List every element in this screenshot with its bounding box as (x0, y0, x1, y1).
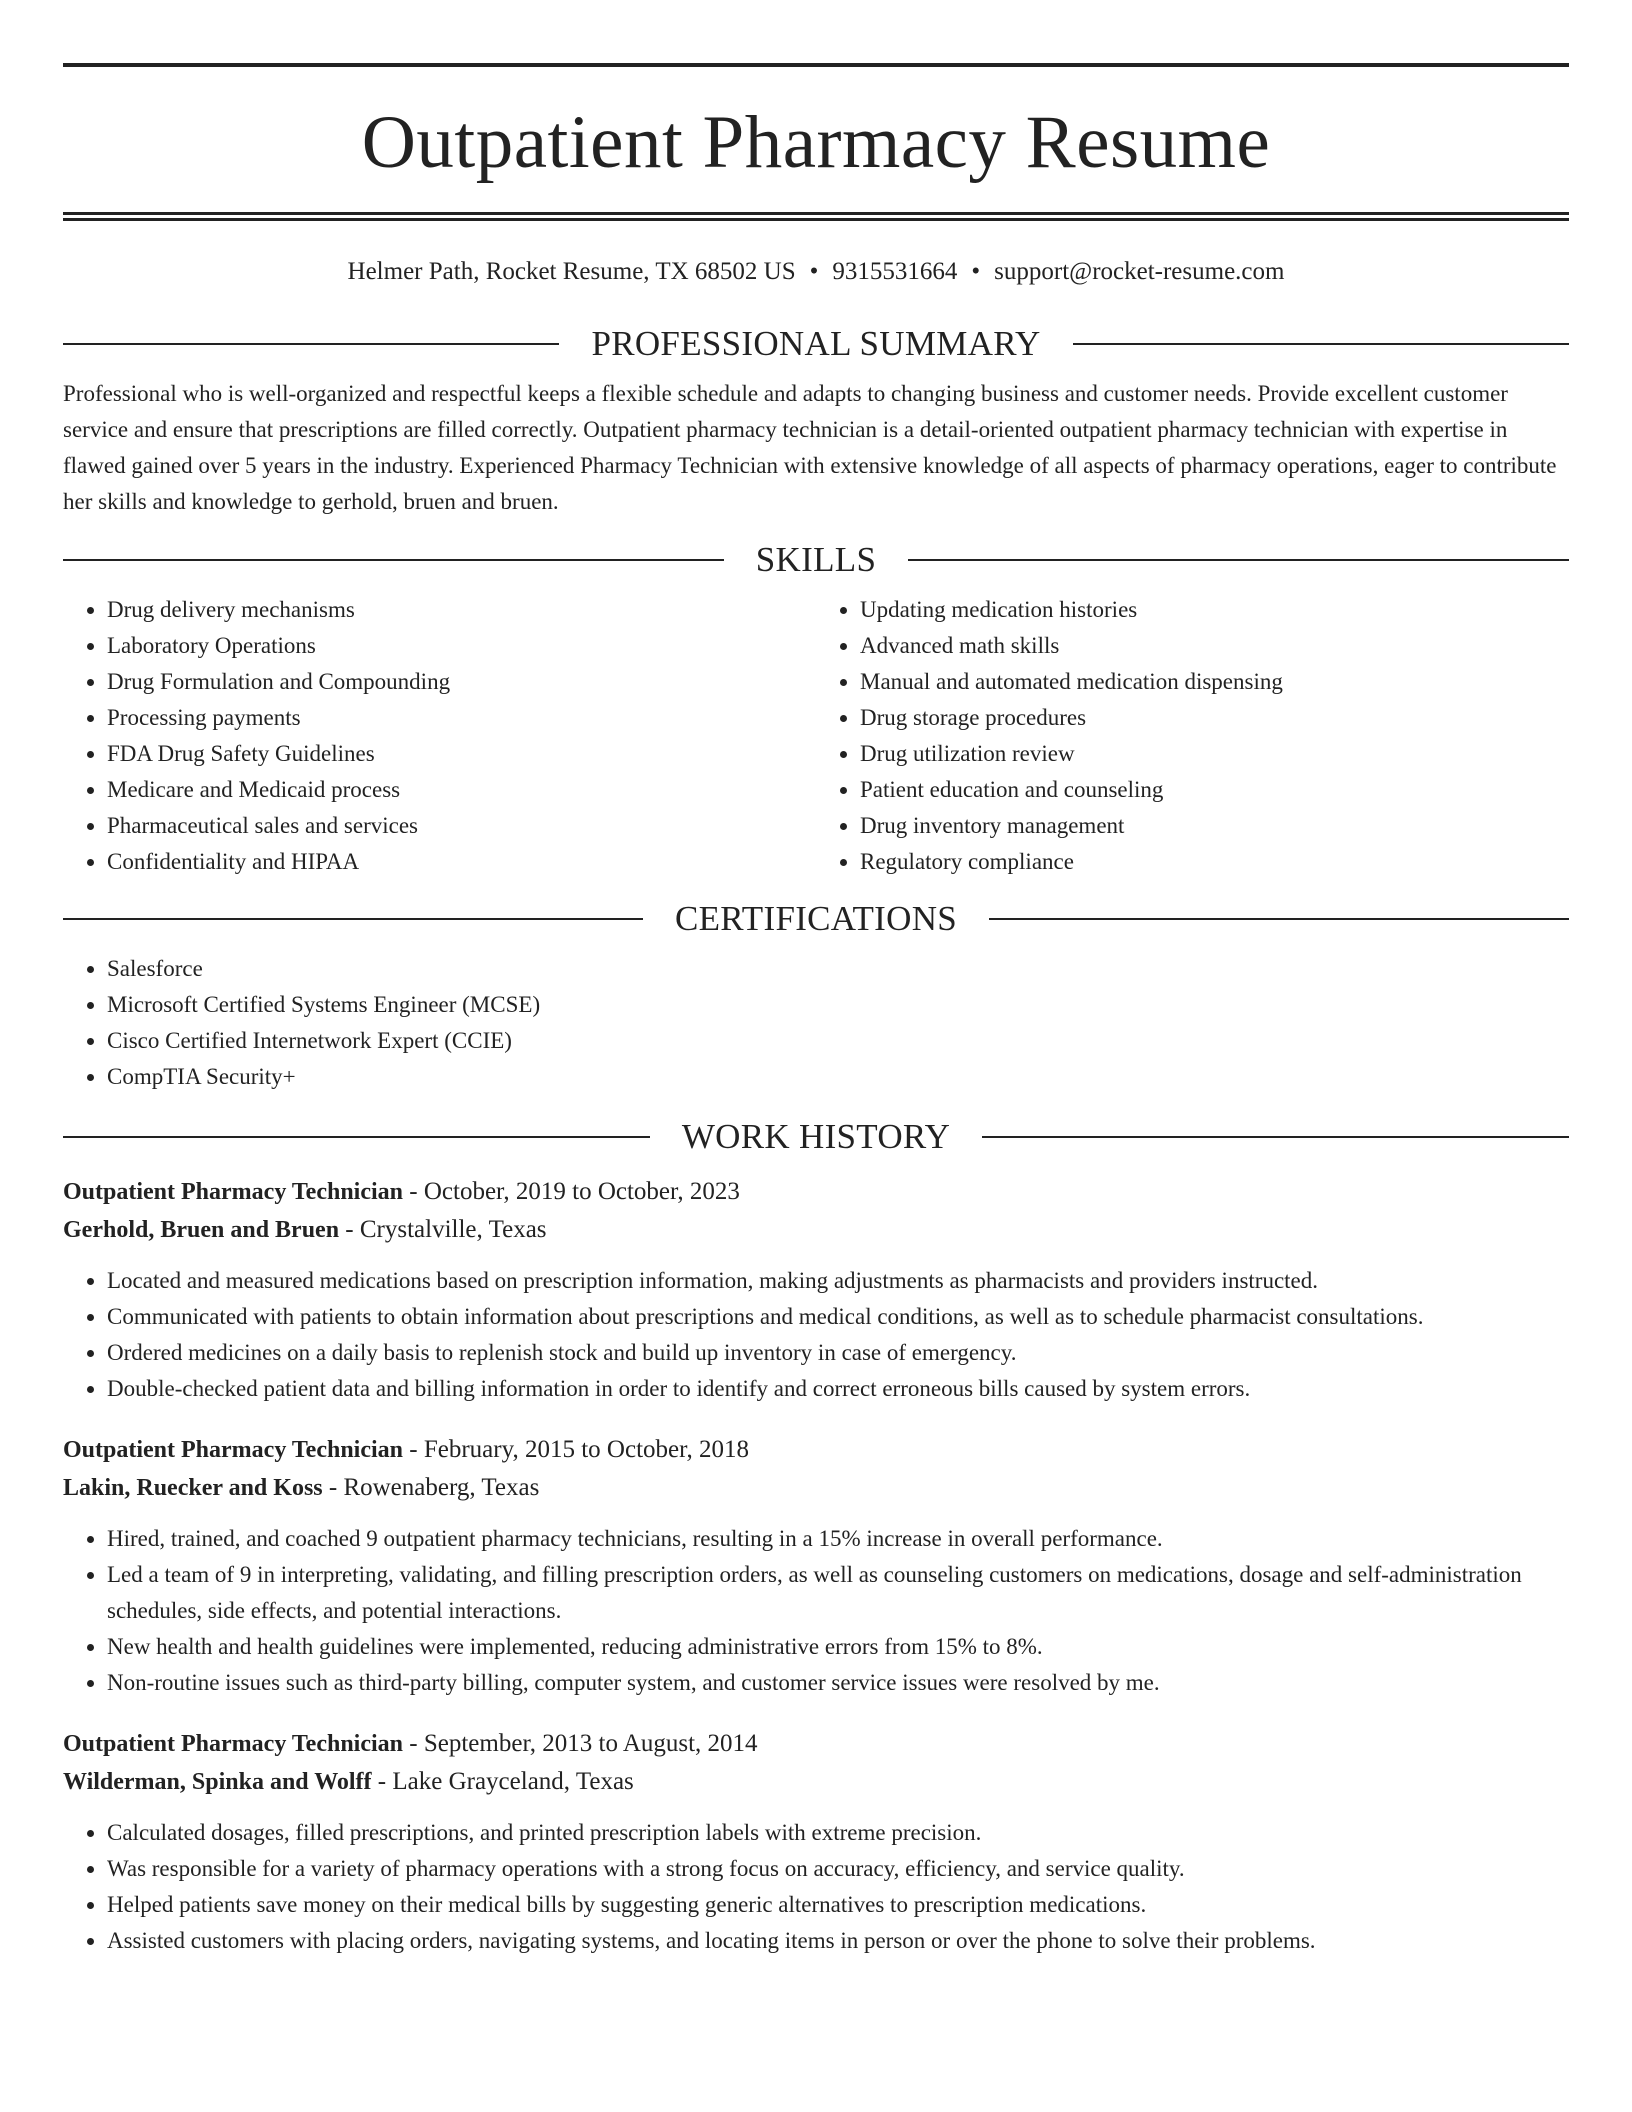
contact-separator: • (809, 258, 819, 285)
job-title-line (63, 1173, 1569, 1211)
list-item: • CompTIA Security+ (107, 1059, 1569, 1095)
list-item: • Cisco Certified Internetwork Expert (CCIE) (107, 1023, 1569, 1059)
list-item: • New health and health guidelines were implemented, reducing administrative errors from 15% to 8%. (107, 1629, 1569, 1665)
job-title: Outpatient Pharmacy Technician (63, 1731, 404, 1757)
work-heading: WORK HISTORY (681, 1117, 951, 1156)
header-rule (63, 1136, 650, 1138)
list-item: • Ordered medicines on a daily basis to replenish stock and build up inventory in case of emergency. (107, 1335, 1569, 1371)
list-item: • Helped patients save money on their medical bills by suggesting generic alternatives to prescription medications. (107, 1887, 1569, 1923)
contact-separator: • (971, 258, 981, 285)
list-item: • Regulatory compliance (860, 844, 1569, 880)
summary-text: Professional who is well-organized and respectful keeps a flexible schedule and adapts to changing business and customer needs. Provide excellent customer service and ensure that prescriptions are filled correctly. Outpatient pharmacy technician is a detail-oriented outpatient pharmacy technician with expertise in flawed gained over 5 years in the industry. Experienced Pharmacy Technician with extensive knowledge of all aspects of pharmacy operations, eager to contribute her skills and knowledge to gerhold, bruen and bruen. (63, 381, 1557, 514)
job-dates: - September, 2013 to August, 2014 (403, 1730, 758, 1757)
work-history (63, 1173, 1569, 1959)
job-company: Wilderman, Spinka and Wolff (63, 1769, 372, 1795)
certifications-heading: CERTIFICATIONS (674, 899, 958, 938)
list-item: • FDA Drug Safety Guidelines (107, 736, 816, 772)
top-rule (63, 63, 1569, 67)
job-entry (63, 1725, 1569, 1959)
list-item: • Assisted customers with placing orders, navigating systems, and locating items in person or over the phone to solve their problems. (107, 1923, 1569, 1959)
list-item: • Salesforce (107, 951, 1569, 987)
list-item: • Microsoft Certified Systems Engineer (MCSE) (107, 987, 1569, 1023)
certifications-section-header (63, 899, 1569, 939)
contact-phone: 9315531664 (832, 258, 958, 285)
list-item: • Medicare and Medicaid process (107, 772, 816, 808)
job-title-line (63, 1725, 1569, 1763)
resume-title: Outpatient Pharmacy Resume (361, 101, 1271, 184)
contact-line (63, 257, 1569, 287)
job-title: Outpatient Pharmacy Technician (63, 1179, 404, 1205)
skills-list-left (63, 592, 816, 880)
header-rule (982, 1136, 1569, 1138)
list-item: • Non-routine issues such as third-party billing, computer system, and customer service issues were resolved by me. (107, 1665, 1569, 1701)
job-company: Lakin, Ruecker and Koss (63, 1475, 323, 1501)
job-bullets (63, 1521, 1569, 1701)
job-location: - Lake Grayceland, Texas (371, 1768, 634, 1795)
job-dates: - October, 2019 to October, 2023 (403, 1178, 740, 1205)
list-item: • Was responsible for a variety of pharmacy operations with a strong focus on accuracy, efficiency, and service quality. (107, 1851, 1569, 1887)
list-item: • Manual and automated medication dispensing (860, 664, 1569, 700)
skills-heading: SKILLS (755, 540, 877, 579)
header-rule (1073, 343, 1569, 345)
list-item: • Drug inventory management (860, 808, 1569, 844)
job-company-line (63, 1763, 1569, 1801)
job-company-line (63, 1211, 1569, 1249)
list-item: • Patient education and counseling (860, 772, 1569, 808)
list-item: • Double-checked patient data and billing information in order to identify and correct erroneous bills caused by system errors. (107, 1371, 1569, 1407)
list-item: • Drug Formulation and Compounding (107, 664, 816, 700)
header-rule (63, 918, 643, 920)
list-item: • Drug delivery mechanisms (107, 592, 816, 628)
job-location: - Crystalville, Texas (339, 1216, 547, 1243)
list-item: • Led a team of 9 in interpreting, validating, and filling prescription orders, as well as counseling customers on medications, dosage and self-administration schedules, side effects, and potential interactions. (107, 1557, 1569, 1629)
list-item: • Advanced math skills (860, 628, 1569, 664)
job-bullets (63, 1815, 1569, 1959)
summary-section-header (63, 324, 1569, 364)
list-item: • Communicated with patients to obtain information about prescriptions and medical conditions, as well as to schedule pharmacist consultations. (107, 1299, 1569, 1335)
list-item: • Updating medication histories (860, 592, 1569, 628)
contact-address: Helmer Path, Rocket Resume, TX 68502 US (347, 258, 796, 285)
skills-list-right (816, 592, 1569, 880)
job-company-line (63, 1469, 1569, 1507)
job-bullets (63, 1263, 1569, 1407)
job-company: Gerhold, Bruen and Bruen (63, 1217, 340, 1243)
job-title: Outpatient Pharmacy Technician (63, 1437, 404, 1463)
header-rule (63, 343, 559, 345)
list-item: • Confidentiality and HIPAA (107, 844, 816, 880)
list-item: • Calculated dosages, filled prescriptions, and printed prescription labels with extreme precision. (107, 1815, 1569, 1851)
job-title-line (63, 1431, 1569, 1469)
skills-columns (63, 592, 1569, 880)
summary-heading: PROFESSIONAL SUMMARY (591, 324, 1041, 363)
header-rule (989, 918, 1569, 920)
certifications-list (63, 951, 1569, 1095)
title-double-rule (63, 212, 1569, 221)
job-entry (63, 1431, 1569, 1701)
job-entry (63, 1173, 1569, 1407)
list-item: • Laboratory Operations (107, 628, 816, 664)
list-item: • Drug utilization review (860, 736, 1569, 772)
job-location: - Rowenaberg, Texas (322, 1474, 540, 1501)
job-dates: - February, 2015 to October, 2018 (403, 1436, 749, 1463)
list-item: • Located and measured medications based on prescription information, making adjustments as pharmacists and providers instructed. (107, 1263, 1569, 1299)
header-rule (908, 559, 1569, 561)
list-item: • Drug storage procedures (860, 700, 1569, 736)
work-section-header (63, 1117, 1569, 1157)
skills-section-header (63, 540, 1569, 580)
header-rule (63, 559, 724, 561)
list-item: • Pharmaceutical sales and services (107, 808, 816, 844)
list-item: • Processing payments (107, 700, 816, 736)
list-item: • Hired, trained, and coached 9 outpatient pharmacy technicians, resulting in a 15% increase in overall performance. (107, 1521, 1569, 1557)
contact-email: support@rocket-resume.com (994, 258, 1285, 285)
